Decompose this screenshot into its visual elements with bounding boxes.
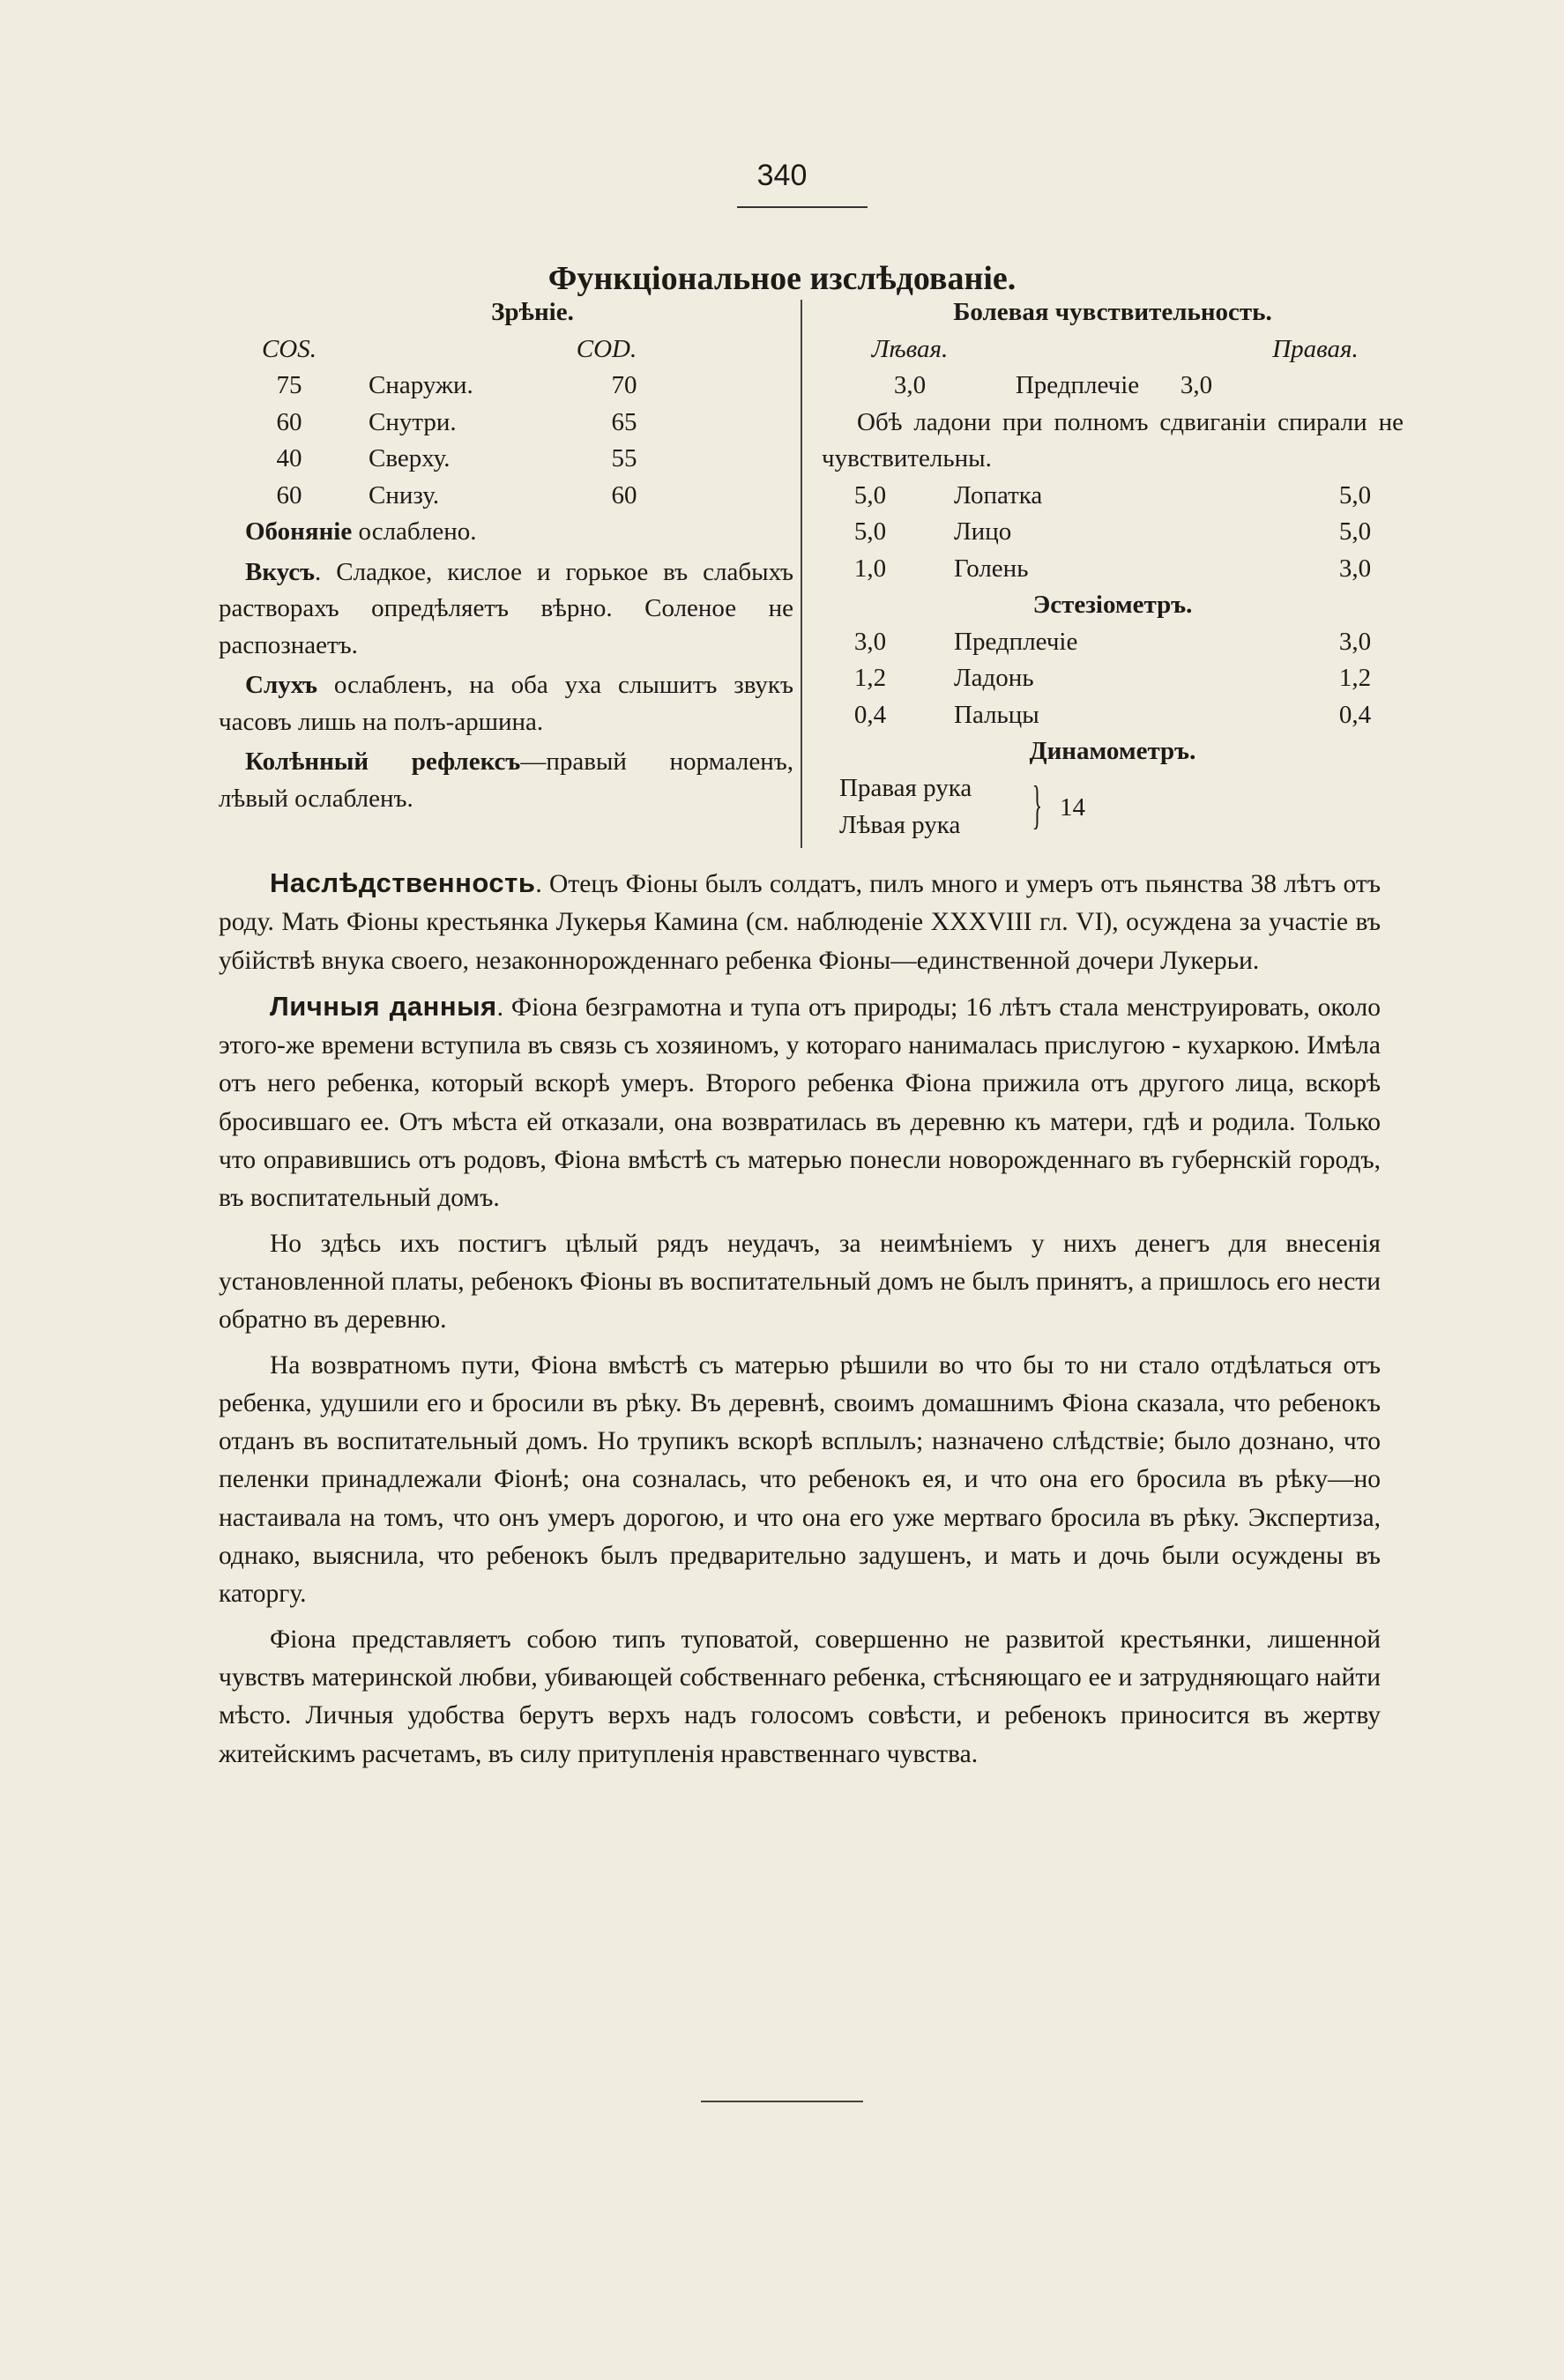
pain-right-value: 3,0 bbox=[1338, 554, 1372, 583]
pain-row bbox=[822, 514, 1404, 551]
hearing-text: ослабленъ, на оба уха слышитъ звукъ часовъ лишь на полъ-аршина. bbox=[219, 671, 793, 736]
forearm-row bbox=[822, 368, 1404, 405]
bottom-rule bbox=[701, 2101, 863, 2102]
body-part: Голень bbox=[954, 554, 1029, 583]
vision-left-value: 60 bbox=[276, 480, 302, 509]
body-part: Ладонь bbox=[954, 664, 1034, 692]
vision-right-value: 65 bbox=[611, 407, 637, 436]
cod-header: COD. bbox=[576, 334, 637, 363]
pain-left-value: 1,0 bbox=[853, 554, 887, 583]
pain-left-value: 5,0 bbox=[853, 517, 887, 546]
taste-label: Вкусъ bbox=[245, 557, 316, 586]
vision-right-value: 55 bbox=[611, 444, 637, 472]
vision-direction: Сверху. bbox=[369, 444, 451, 472]
vision-direction: Снизу. bbox=[369, 480, 440, 509]
vision-headers bbox=[219, 331, 793, 368]
pain-left-value: 5,0 bbox=[853, 480, 887, 509]
esth-row bbox=[822, 624, 1404, 661]
cos-header: COS. bbox=[261, 334, 317, 363]
section-title: Функціональное изслѣдованіе. bbox=[547, 260, 1017, 297]
heredity-heading: Наслѣдственность bbox=[270, 867, 536, 898]
vision-direction: Снутри. bbox=[369, 407, 457, 436]
reflex-label: Колѣнный рефлексъ bbox=[245, 747, 521, 776]
body-part: Предплечіе bbox=[1015, 371, 1140, 399]
pain-row bbox=[822, 551, 1404, 588]
dynamometer-title: Динамометръ. bbox=[1029, 737, 1196, 765]
paragraph-2: Но здѣсь ихъ постигъ цѣлый рядъ неудачъ, за неимѣніемъ у нихъ денегъ для внесенія установленной платы, ребенокъ Фіоны въ воспитательный домъ не былъ принятъ, а пришлось его нести обратно въ деревню. bbox=[219, 1229, 1381, 1335]
esth-right-value: 1,2 bbox=[1338, 664, 1372, 692]
body-part: Лопатка bbox=[954, 480, 1043, 509]
page-number-rule bbox=[737, 206, 868, 208]
esthesiometer-title: Эстезіометръ. bbox=[1032, 591, 1193, 619]
reflex-text: —правый нормаленъ, лѣвый ослабленъ. bbox=[219, 747, 793, 813]
vision-row bbox=[219, 368, 793, 405]
dyn-left-hand: Лѣвая рука bbox=[839, 810, 961, 839]
esth-right-value: 0,4 bbox=[1338, 700, 1372, 729]
body-part: Пальцы bbox=[954, 700, 1039, 729]
body-part: Предплечіе bbox=[954, 627, 1078, 656]
heredity-text: . Отецъ Фіоны былъ солдатъ, пилъ много и умеръ отъ пьянства 38 лѣтъ отъ роду. Мать Фіоны крестьянка Лукерья Камина (см. наблюденіе XXXVIII гл. VI), осуждена за участіе въ убійствѣ внука своего, незаконнорожденнаго ребенка Фіоны—единственной дочери Лукерьи. bbox=[219, 870, 1381, 975]
dyn-right-hand: Правая рука bbox=[839, 773, 972, 802]
vision-left-value: 60 bbox=[276, 407, 302, 436]
vision-title: Зрѣніе. bbox=[491, 298, 574, 326]
esth-left-value: 0,4 bbox=[853, 700, 887, 729]
body-part: Лицо bbox=[954, 517, 1012, 546]
pain-right-value: 5,0 bbox=[1338, 517, 1372, 546]
brace-glyph: } bbox=[1031, 775, 1043, 834]
heredity-paragraph bbox=[219, 864, 1381, 980]
esth-row bbox=[822, 660, 1404, 697]
vision-row bbox=[219, 478, 793, 515]
vision-row bbox=[219, 405, 793, 442]
personal-heading: Личныя данныя bbox=[270, 990, 497, 1022]
taste-text: . Сладкое, кислое и горькое въ слабыхъ растворахъ опредѣляетъ вѣрно. Соленое не распознаетъ. bbox=[219, 557, 793, 659]
dynamometer-block bbox=[822, 770, 1404, 844]
vision-left-value: 75 bbox=[276, 371, 302, 399]
paragraph-4: Фіона представляетъ собою типъ туповатой, совершенно не развитой крестьянки, лишенной чувствъ материнской любви, убивающей собственнаго ребенка, стѣсняющаго ее и затрудняющаго найти мѣсто. Личныя удобства берутъ верхъ надъ голосомъ совѣсти, и ребенокъ приносится въ жертву житейскимъ расчетамъ, въ силу притупленія нравственнаго чувства. bbox=[219, 1625, 1381, 1768]
dyn-value: 14 bbox=[1060, 792, 1085, 822]
reflex-paragraph bbox=[219, 744, 793, 817]
pain-headers bbox=[822, 331, 1404, 368]
smell-paragraph bbox=[219, 514, 793, 551]
pain-row bbox=[822, 478, 1404, 515]
pain-right-value: 5,0 bbox=[1338, 480, 1372, 509]
right-side-header: Правая. bbox=[1272, 334, 1359, 363]
taste-paragraph bbox=[219, 554, 793, 665]
palms-note: Обѣ ладони при полномъ сдвиганіи спирали не чувствительны. bbox=[822, 407, 1404, 472]
vision-left-value: 40 bbox=[276, 444, 302, 472]
vision-right-value: 70 bbox=[611, 371, 637, 399]
pain-left-value: 3,0 bbox=[893, 371, 927, 399]
vision-right-value: 60 bbox=[611, 480, 637, 509]
esth-row bbox=[822, 697, 1404, 734]
personal-text: . Фіона безграмотна и тупа отъ природы; 16 лѣтъ стала менструировать, около этого-же времени вступила въ связь съ хозяиномъ, у котораго нанималась прислугою - кухаркою. Имѣла отъ него ребенка, который вскорѣ умеръ. Второго ребенка Фіона прижила отъ другого лица, вскорѣ бросившаго ее. Отъ мѣста ей отказали, она возвратилась въ деревню къ матери, гдѣ и родила. Только что оправившись отъ родовъ, Фіона вмѣстѣ съ матерью понесли новорожденнаго въ губернскій городъ, въ воспитательный домъ. bbox=[219, 993, 1382, 1213]
hearing-paragraph bbox=[219, 667, 793, 740]
smell-label: Обоняніе bbox=[245, 517, 353, 546]
vision-row bbox=[219, 441, 793, 478]
esth-left-value: 3,0 bbox=[853, 627, 887, 656]
pain-right-value: 3,0 bbox=[1180, 371, 1213, 399]
esth-right-value: 3,0 bbox=[1338, 627, 1372, 656]
body-text bbox=[219, 864, 1381, 1781]
esth-left-value: 1,2 bbox=[853, 664, 887, 692]
personal-paragraph bbox=[219, 987, 1381, 1218]
pain-title: Болевая чувствительность. bbox=[953, 298, 1272, 326]
right-column bbox=[822, 294, 1404, 844]
paragraph-3: На возвратномъ пути, Фіона вмѣстѣ съ матерью рѣшили во что бы то ни стало отдѣлаться отъ ребенка, удушили его и бросили въ рѣку. Въ деревнѣ, своимъ домашнимъ Фіона сказала, что ребенокъ отданъ въ воспитательный домъ. Но трупикъ вскорѣ всплылъ; назначено слѣдствіе; было дознано, что пеленки принадлежали Фіонѣ; она созналась, что ребенокъ ея, и что она его бросила въ рѣку—но настаивала на томъ, что онъ умеръ дорогою, и что она его уже мертваго бросила въ рѣку. Экспертиза, однако, выяснила, что ребенокъ былъ предварительно задушенъ, и мать и дочь были осуждены въ каторгу. bbox=[219, 1350, 1381, 1609]
smell-text: ослаблено. bbox=[352, 517, 477, 546]
page-number: 340 bbox=[756, 159, 808, 192]
column-divider bbox=[801, 300, 802, 848]
hearing-label: Слухъ bbox=[245, 671, 318, 699]
left-column bbox=[219, 294, 793, 817]
left-side-header: Лѣвая. bbox=[871, 334, 949, 363]
vision-direction: Снаружи. bbox=[369, 371, 473, 399]
